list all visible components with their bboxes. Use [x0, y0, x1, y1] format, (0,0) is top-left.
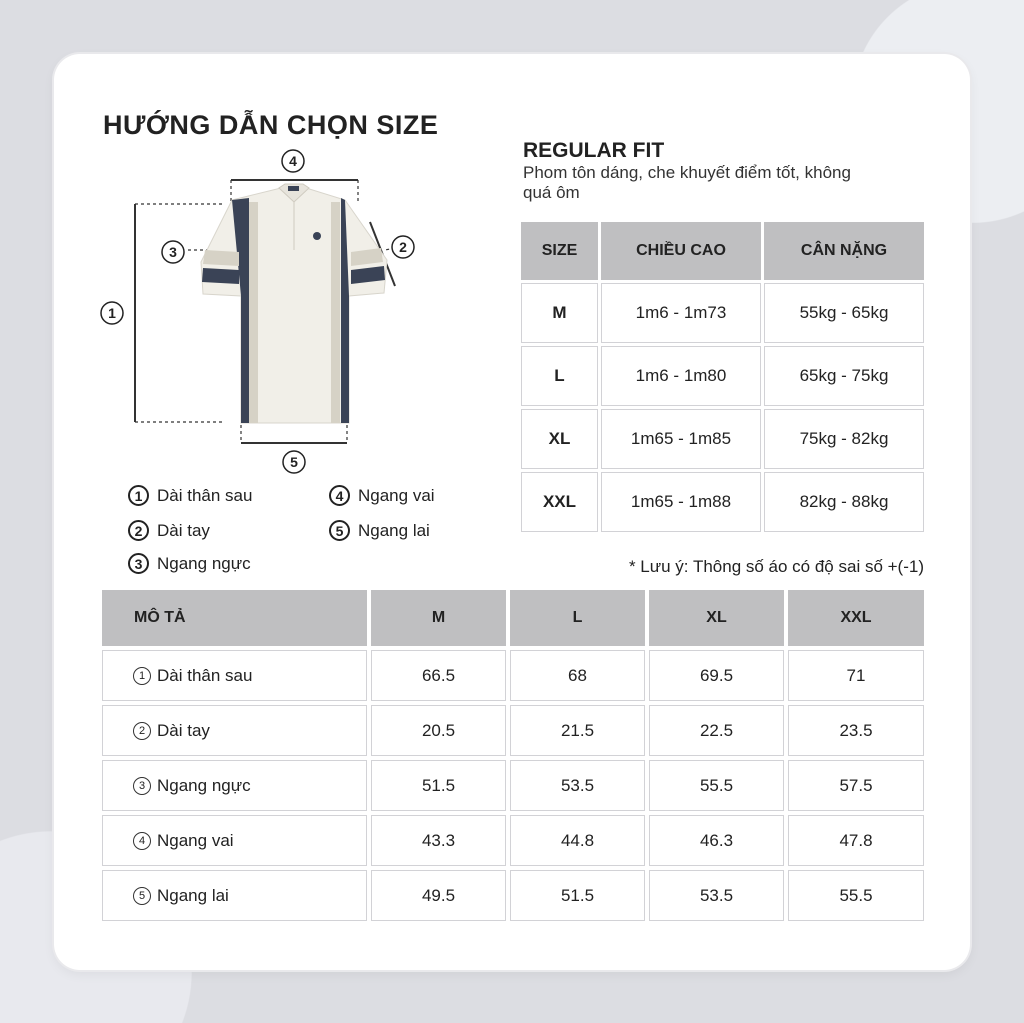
measure-number: 4 — [133, 832, 151, 850]
measure-row-label — [102, 650, 367, 701]
legend-number: 1 — [128, 485, 149, 506]
measure-header-size: M — [371, 590, 506, 646]
measure-header-desc: MÔ TẢ — [102, 590, 367, 646]
measure-label: Dài thân sau — [157, 665, 253, 685]
measure-value: 57.5 — [788, 760, 924, 811]
page-title: HƯỚNG DẪN CHỌN SIZE — [103, 110, 439, 140]
measure-value: 43.3 — [371, 815, 506, 866]
size-cell: M — [521, 283, 598, 343]
weight-cell: 65kg - 75kg — [764, 346, 924, 406]
size-cell: XXL — [521, 472, 598, 532]
legend-label: Dài tay — [157, 520, 210, 540]
size-table-header: SIZE — [521, 222, 598, 280]
measure-value: 69.5 — [649, 650, 784, 701]
measure-value: 68 — [510, 650, 645, 701]
label-4: 4 — [289, 153, 297, 169]
legend-label: Ngang vai — [358, 485, 435, 505]
legend-number: 2 — [128, 520, 149, 541]
measure-value: 20.5 — [371, 705, 506, 756]
legend-item-4 — [329, 485, 435, 506]
measure-value: 23.5 — [788, 705, 924, 756]
legend-item-2 — [128, 520, 210, 541]
measure-number: 1 — [133, 667, 151, 685]
measure-value: 71 — [788, 650, 924, 701]
measure-value: 53.5 — [649, 870, 784, 921]
measure-row-label — [102, 870, 367, 921]
measure-value: 46.3 — [649, 815, 784, 866]
label-3: 3 — [169, 244, 177, 260]
measure-header-size: L — [510, 590, 645, 646]
size-cell: L — [521, 346, 598, 406]
measure-header-size: XXL — [788, 590, 924, 646]
legend-number: 3 — [128, 553, 149, 574]
size-table-header: CHIỀU CAO — [601, 222, 761, 280]
legend-number: 5 — [329, 520, 350, 541]
weight-cell: 55kg - 65kg — [764, 283, 924, 343]
measure-value: 55.5 — [649, 760, 784, 811]
label-2: 2 — [399, 239, 407, 255]
measure-value: 47.8 — [788, 815, 924, 866]
legend-label: Ngang ngực — [157, 553, 251, 573]
measure-value: 22.5 — [649, 705, 784, 756]
measure-value: 53.5 — [510, 760, 645, 811]
measure-value: 55.5 — [788, 870, 924, 921]
height-cell: 1m6 - 1m73 — [601, 283, 761, 343]
measure-value: 51.5 — [371, 760, 506, 811]
legend-item-5 — [329, 520, 430, 541]
measure-label: Dài tay — [157, 720, 210, 740]
legend-label: Dài thân sau — [157, 485, 253, 505]
height-cell: 1m65 - 1m85 — [601, 409, 761, 469]
measure-value: 21.5 — [510, 705, 645, 756]
legend-label: Ngang lai — [358, 520, 430, 540]
fit-title: REGULAR FIT — [523, 139, 665, 162]
weight-cell: 82kg - 88kg — [764, 472, 924, 532]
measure-row-label — [102, 815, 367, 866]
label-1: 1 — [108, 305, 116, 321]
measure-label: Ngang ngực — [157, 775, 251, 795]
weight-cell: 75kg - 82kg — [764, 409, 924, 469]
height-cell: 1m65 - 1m88 — [601, 472, 761, 532]
size-table-header: CÂN NẶNG — [764, 222, 924, 280]
tolerance-note: * Lưu ý: Thông số áo có độ sai số +(-1) — [628, 557, 924, 576]
measure-label: Ngang lai — [157, 885, 229, 905]
label-5: 5 — [290, 454, 298, 470]
measure-number: 2 — [133, 722, 151, 740]
measure-value: 44.8 — [510, 815, 645, 866]
measure-value: 51.5 — [510, 870, 645, 921]
measure-header-size: XL — [649, 590, 784, 646]
legend-item-3 — [128, 553, 251, 574]
height-cell: 1m6 - 1m80 — [601, 346, 761, 406]
measure-row-label — [102, 705, 367, 756]
measure-value: 49.5 — [371, 870, 506, 921]
legend-number: 4 — [329, 485, 350, 506]
measure-row-label — [102, 760, 367, 811]
shirt-diagram — [95, 140, 425, 480]
legend-item-1 — [128, 485, 252, 506]
measure-label: Ngang vai — [157, 830, 234, 850]
measure-number: 5 — [133, 887, 151, 905]
measure-number: 3 — [133, 777, 151, 795]
size-cell: XL — [521, 409, 598, 469]
fit-description: Phom tôn dáng, che khuyết điểm tốt, không quá ôm — [523, 163, 851, 202]
measure-value: 66.5 — [371, 650, 506, 701]
